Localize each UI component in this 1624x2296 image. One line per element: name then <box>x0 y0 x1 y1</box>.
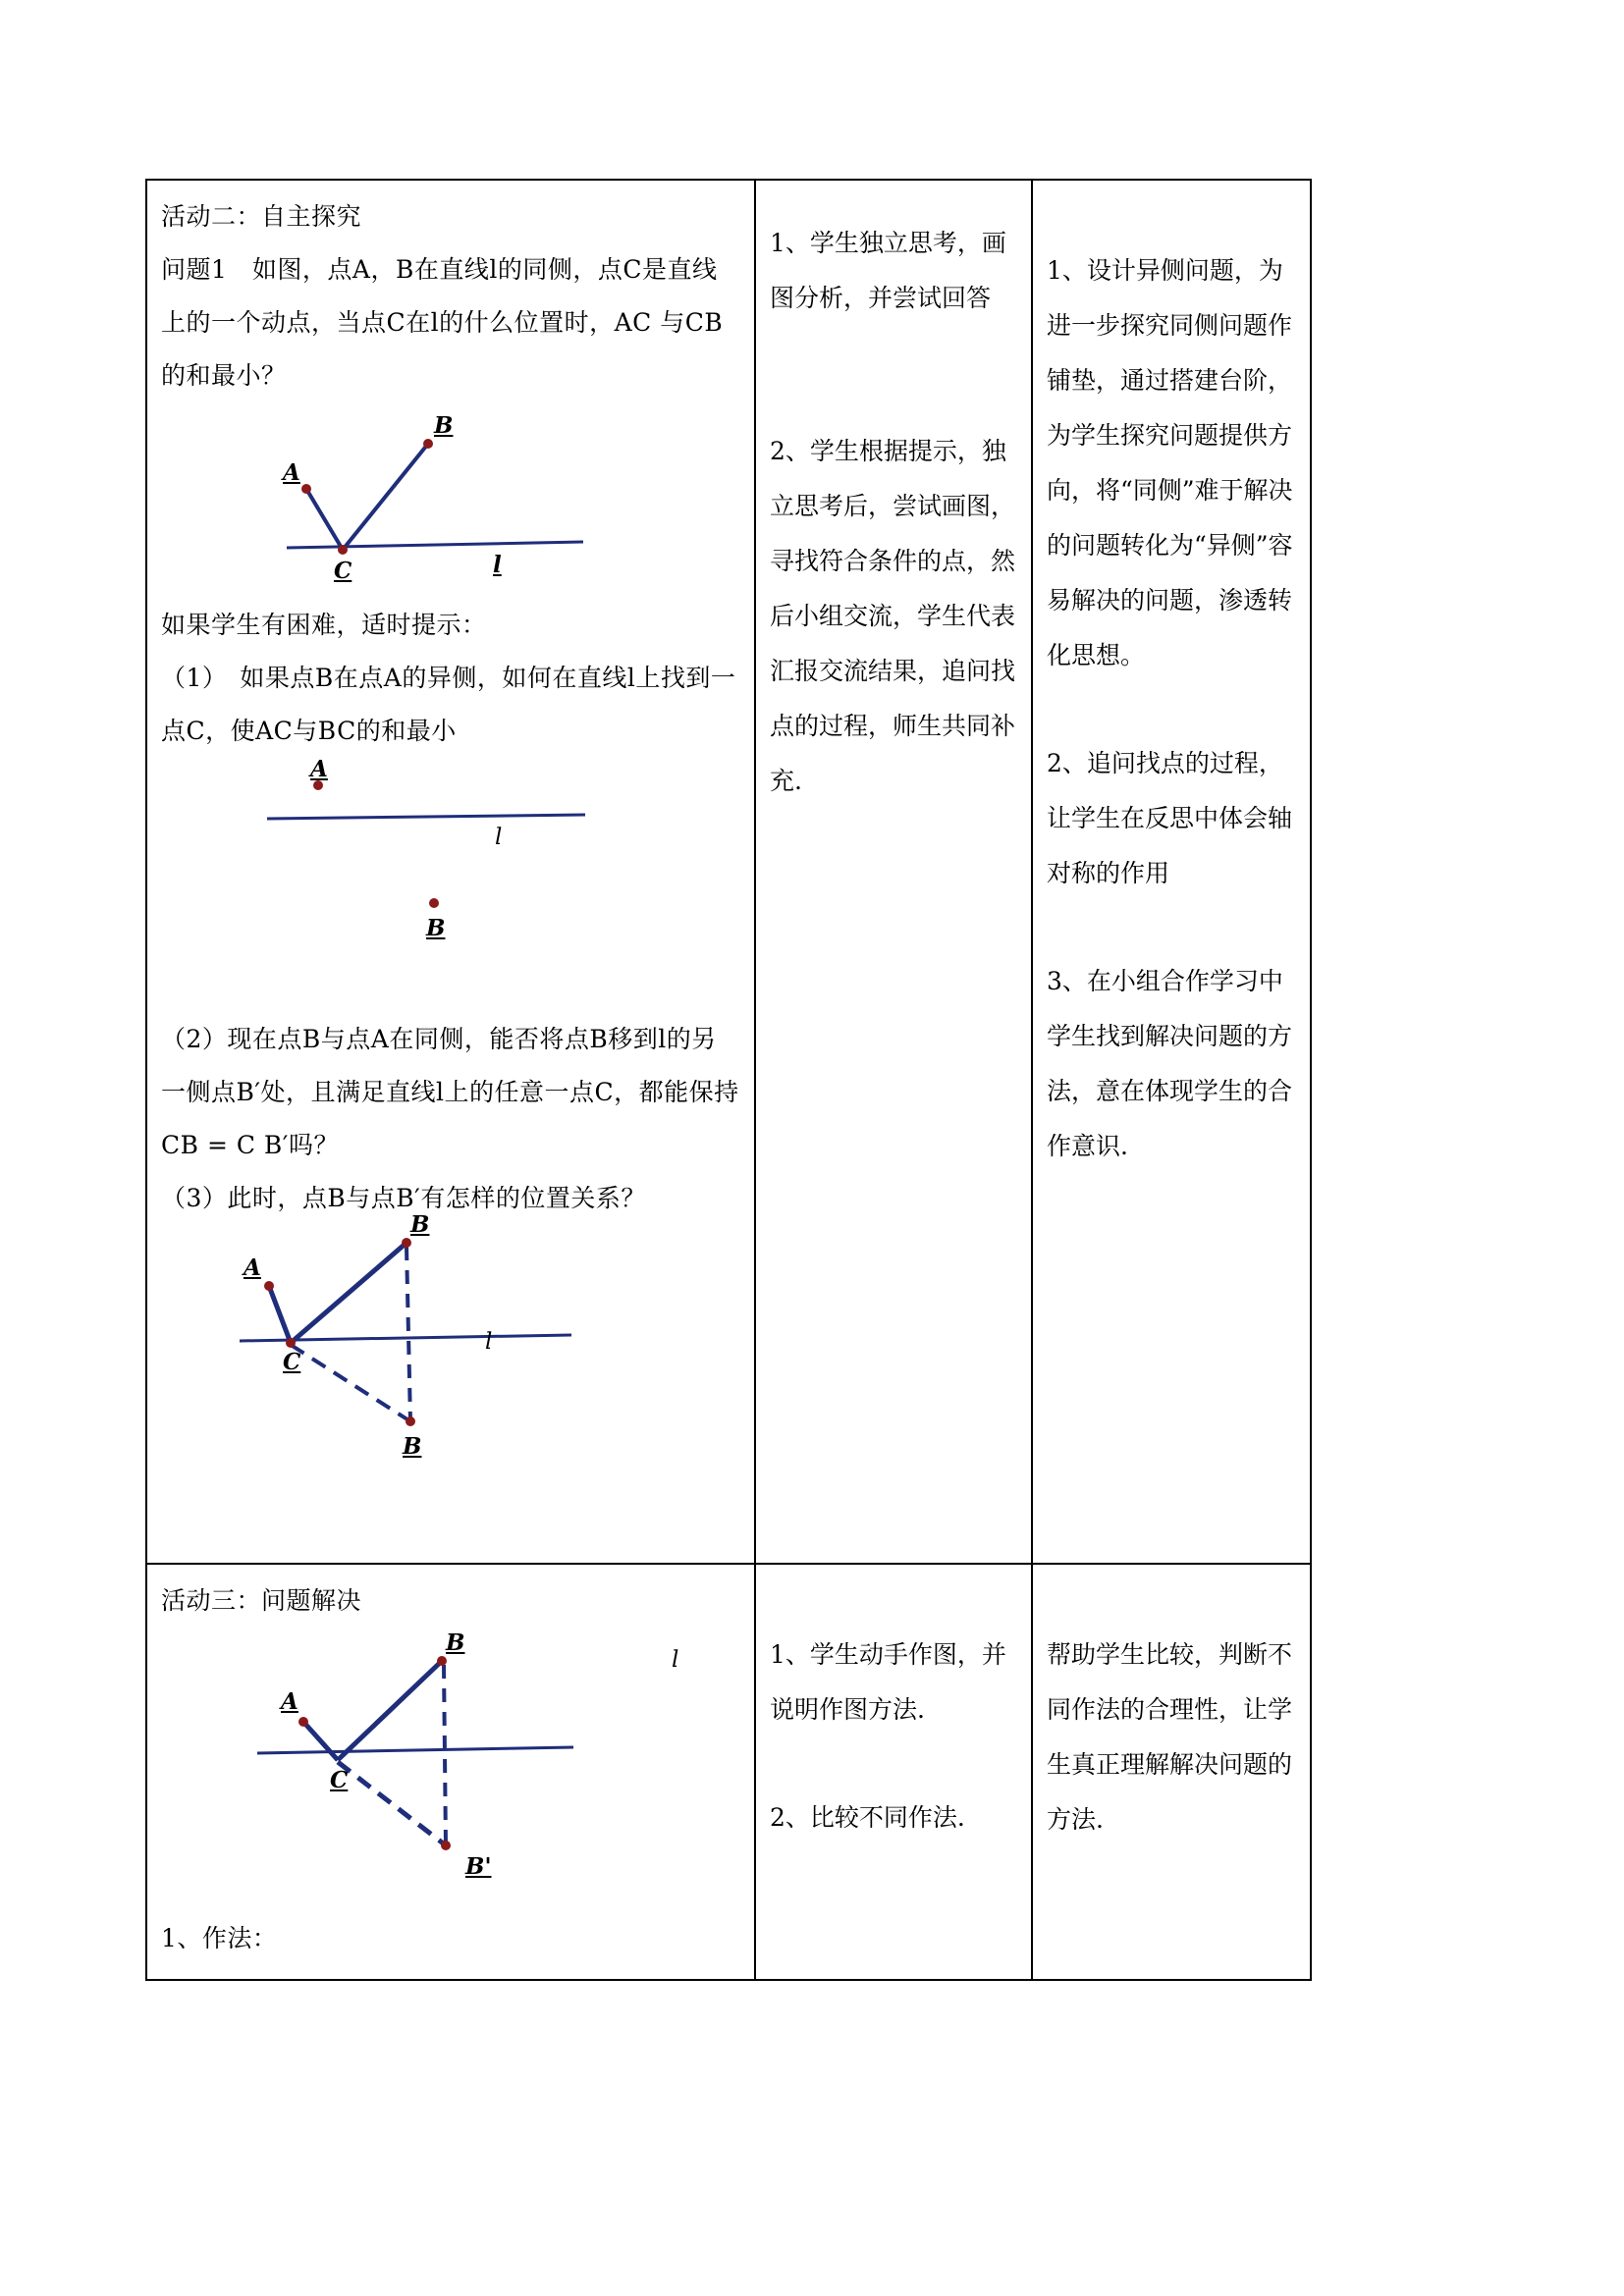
activity-three-student-para-1: 1、学生动手作图，并说明作图方法. <box>770 1640 1006 1724</box>
row2-right-spacer-top <box>1047 1575 1296 1628</box>
design-intent-para-2: 2、追问找点的过程，让学生在反思中体会轴对称的作用 <box>1047 749 1293 887</box>
hint-3-text: （3）此时，点B与点B′有怎样的位置关系？ <box>161 1184 646 1212</box>
table-row <box>146 1564 1311 1980</box>
activity-three-student-para-2: 2、比较不同作法. <box>770 1803 965 1832</box>
figure-2-opposite-side <box>161 758 740 1013</box>
figure-3-label-B: B <box>410 1211 430 1238</box>
lesson-plan-table <box>145 179 1312 1981</box>
figure-1-label-A: A <box>283 459 300 486</box>
student-activity-para-1: 1、学生独立思考，画图分析，并尝试回答 <box>770 229 1006 312</box>
mid-spacer-mid <box>770 326 1017 424</box>
hint-1-text: （1） 如果点B在点A的异侧，如何在直线l上找到一点C，使AC与BC的和最小 <box>161 664 736 745</box>
mid-spacer-top <box>770 190 1017 216</box>
figure-3-label-A: A <box>244 1255 261 1281</box>
figure-1-label-B: B <box>434 412 454 439</box>
activity-three-student-activity-cell <box>755 1564 1032 1980</box>
figure-4-label-B: B <box>446 1629 465 1656</box>
right-spacer-top <box>1047 190 1296 243</box>
figure-3-label-B-prime: B <box>403 1433 422 1460</box>
figure-2-label-A: A <box>310 756 328 782</box>
hint-2-text: （2）现在点B与点A在同侧，能否将点B移到l的另一侧点B′处，且满足直线l上的任意一点C，都能保持CB = C B′吗？ <box>161 1025 739 1159</box>
activity-two-student-activity-cell <box>755 180 1032 1564</box>
right-spacer-2 <box>1047 901 1296 954</box>
stray-line-label-l: l <box>672 1647 679 1673</box>
figure-3-label-C: C <box>283 1349 301 1375</box>
activity-three-design-para-1: 帮助学生比较，判断不同作法的合理性，让学生真正理解解决问题的方法. <box>1047 1640 1293 1834</box>
figure-4-svg <box>161 1628 750 1912</box>
problem-1-text: 问题1 如图，点A，B在直线l的同侧，点C是直线上的一个动点，当点C在l的什么位置时，AC 与CB的和最小？ <box>161 255 724 390</box>
activity-three-footer: 1、作法： <box>161 1924 278 1952</box>
table-row <box>146 180 1311 1564</box>
figure-4-solution <box>161 1628 740 1912</box>
figure-2-svg <box>161 758 750 1013</box>
figure-4-label-A: A <box>281 1688 298 1715</box>
design-intent-para-3: 3、在小组合作学习中学生找到解决问题的方法，意在体现学生的合作意识. <box>1047 967 1293 1160</box>
row2-mid-spacer-top <box>770 1575 1017 1628</box>
activity-two-cell <box>146 180 755 1564</box>
figure-3-label-l: l <box>485 1329 493 1355</box>
figure-2-label-B: B <box>426 915 446 941</box>
activity-three-design-intent-cell <box>1032 1564 1311 1980</box>
figure-1-label-l: l <box>493 552 502 578</box>
figure-1-label-C: C <box>334 558 352 584</box>
activity-two-heading: 活动二：自主探究 <box>161 202 362 231</box>
figure-4-label-B-prime: B' <box>465 1853 492 1880</box>
figure-4-label-C: C <box>330 1767 349 1793</box>
design-intent-para-1: 1、设计异侧问题，为进一步探究同侧问题作铺垫，通过搭建台阶，为学生探究问题提供方向，将“同侧”难于解决的问题转化为“异侧”容易解决的问题，渗透转化思想。 <box>1047 256 1293 669</box>
activity-three-heading: 活动三：问题解决 <box>161 1586 362 1615</box>
figure-1-svg <box>161 402 750 599</box>
figure-3-reflection <box>161 1211 740 1549</box>
activity-three-cell <box>146 1564 755 1980</box>
row2-mid-spacer-1 <box>770 1737 1017 1790</box>
student-activity-para-2: 2、学生根据提示，独立思考后，尝试画图，寻找符合条件的点，然后小组交流，学生代表汇报交流结果，追问找点的过程，师生共同补充. <box>770 437 1016 795</box>
activity-two-design-intent-cell <box>1032 180 1311 1564</box>
hint-intro-text: 如果学生有困难，适时提示： <box>161 611 487 639</box>
figure-2-label-l: l <box>495 825 503 850</box>
right-spacer-1 <box>1047 683 1296 736</box>
figure-1-same-side <box>161 402 740 599</box>
